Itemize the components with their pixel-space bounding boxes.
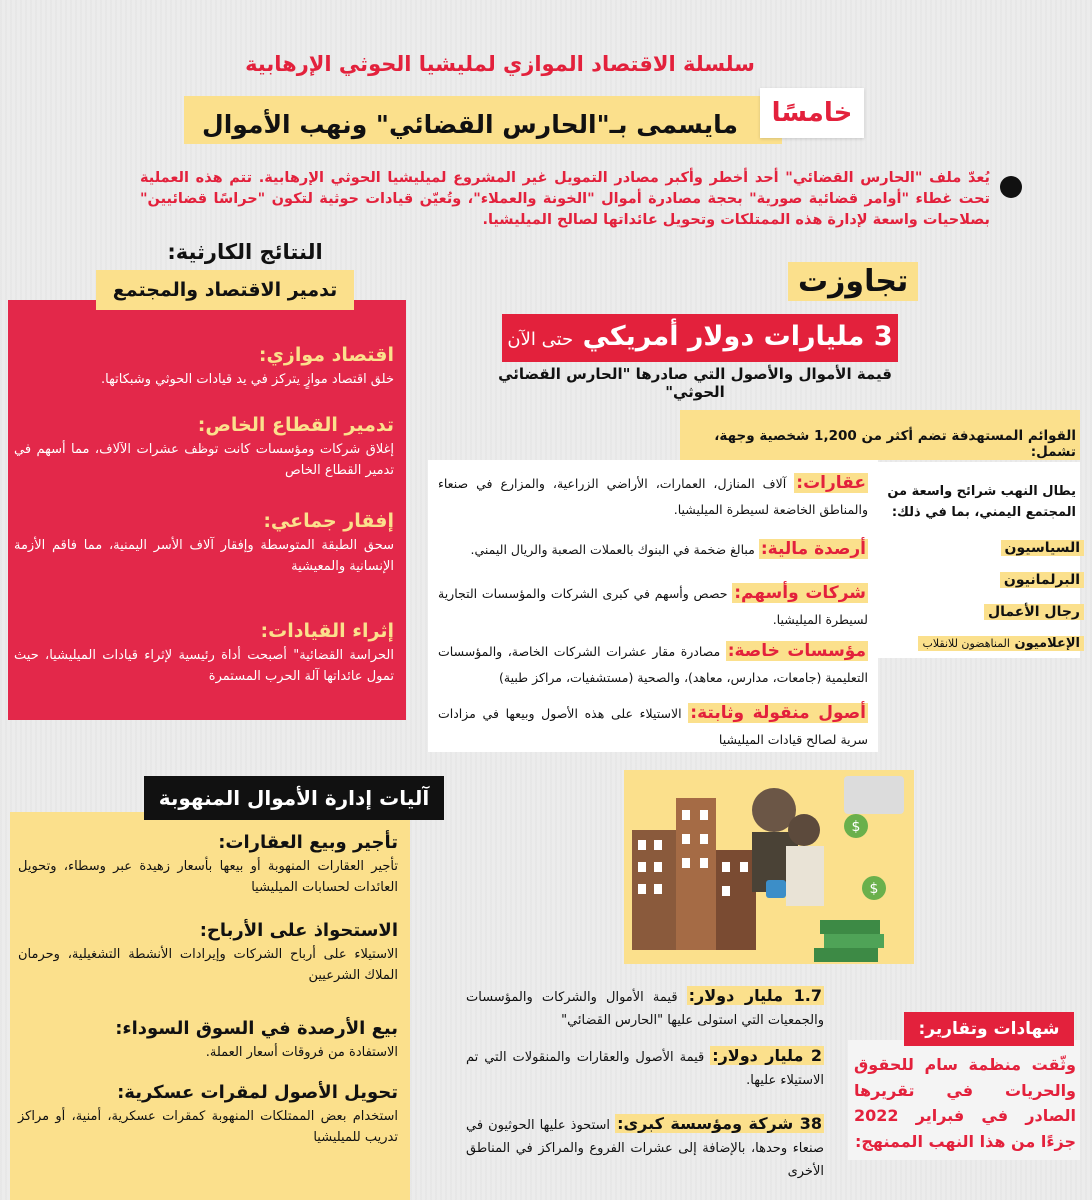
amount-description: قيمة الأموال والأصول التي صادرها "الحارس القضائي الحوثي" xyxy=(498,365,892,401)
result-text: إغلاق شركات ومؤسسات كانت توظف عشرات الآلاف، مما أسهم في تدمير القطاع الخاص xyxy=(14,442,394,478)
stat-item xyxy=(466,1042,824,1093)
target-lists-text: القوائم المستهدفة تضم أكثر من 1,200 شخصية وجهة، تشمل: xyxy=(714,428,1076,460)
mechanism-title: الاستحواذ على الأرباح: xyxy=(199,920,398,941)
asset-text: آلاف المنازل، العمارات، الأراضي الزراعية، والمزارع في صنعاء والمناطق الخاضعة لسيطرة الميليشيا. xyxy=(438,476,868,517)
part-title: مايسمى بـ"الحارس القضائي" ونهب الأموال xyxy=(202,110,738,139)
stat-label: 1.7 مليار دولار: xyxy=(688,986,822,1005)
result-item xyxy=(14,344,394,391)
stat-text: قيمة الأصول والعقارات والمنقولات التي تم الاستيلاء عليها. xyxy=(466,1050,824,1088)
testimony-text: وثّقت منظمة سام للحقوق والحريات في تقريرها الصادر في فبراير 2022 جزءًا من هذا النهب الممنهج: xyxy=(854,1055,1076,1151)
amount-value: 3 مليارات دولار أمريكي xyxy=(582,321,893,352)
result-title: إفقار جماعي: xyxy=(263,510,394,532)
targeted-group-media xyxy=(918,636,1084,651)
amount-suffix: حتى الآن xyxy=(507,329,574,350)
asset-text: حصص وأسهم في كبرى الشركات والمؤسسات التجارية لسيطرة الميليشيا. xyxy=(438,586,868,627)
results-heading: النتائج الكارثية: xyxy=(167,240,323,264)
mechanism-item xyxy=(18,832,398,899)
amount-banner xyxy=(502,314,898,362)
asset-text: الاستيلاء على هذه الأصول وبيعها في مزادات سرية لصالح قيادات الميليشيا xyxy=(438,706,868,747)
targeted-group: الإعلاميون xyxy=(1014,636,1080,651)
mechanism-text: استخدام بعض الممتلكات المنهوبة كمقرات عسكرية، أمنية، أو مراكز تدريب للميليشيا xyxy=(18,1109,398,1146)
targeted-group: رجال الأعمال xyxy=(984,604,1084,620)
mechanism-title: تأجير وبيع العقارات: xyxy=(218,832,398,853)
asset-item xyxy=(438,698,868,751)
asset-label: أصول منقولة وثابتة: xyxy=(690,703,866,723)
mechanism-item xyxy=(18,1082,398,1149)
targeted-group: السياسيون xyxy=(1001,540,1084,556)
stat-text: استحوذ عليها الحوثيون في صنعاء وحدها، بالإضافة إلى عشرات الفروع والمراكز في المناطق الأخرى xyxy=(466,1118,824,1179)
asset-label: عقارات: xyxy=(796,473,866,493)
asset-label: مؤسسات خاصة: xyxy=(727,641,866,661)
mechanisms-panel xyxy=(10,812,410,1200)
sanaa-buildings-money-illustration xyxy=(624,770,914,964)
svg-text:$: $ xyxy=(869,881,879,897)
asset-item xyxy=(438,578,868,631)
asset-text: مصادرة مقار عشرات الشركات الخاصة، والمؤسسات التعليمية (جامعات، مدارس، معاهد)، والصحية (مستشفيات، مراكز طبية) xyxy=(438,644,868,685)
asset-item xyxy=(438,468,868,521)
stat-label: 2 مليار دولار: xyxy=(712,1046,822,1065)
result-title: تدمير القطاع الخاص: xyxy=(197,414,394,436)
mechanism-text: الاستيلاء على أرباح الشركات وإيرادات الأنشطة التشغيلية، وحرمان الملاك الشرعيين xyxy=(18,947,398,984)
series-title: سلسلة الاقتصاد الموازي لمليشيا الحوثي الإرهابية xyxy=(245,52,755,76)
targeted-groups-intro: يطال النهب شرائح واسعة من المجتمع اليمني، بما في ذلك: xyxy=(887,484,1076,520)
targeted-group-suffix: المناهضون للانقلاب xyxy=(922,637,1010,650)
stat-text: قيمة الأموال والشركات والمؤسسات والجمعيات التي استولى عليها "الحارس القضائي" xyxy=(466,990,824,1028)
asset-label: شركات وأسهم: xyxy=(734,583,866,603)
mechanism-title: بيع الأرصدة في السوق السوداء: xyxy=(115,1018,398,1039)
result-item xyxy=(14,510,394,578)
results-panel xyxy=(8,300,406,720)
mechanism-item xyxy=(18,920,398,987)
mechanism-text: تأجير العقارات المنهوبة أو بيعها بأسعار زهيدة عبر وسطاء، وتحويل العائدات لحسابات الميليشيا xyxy=(18,859,398,896)
result-title: إثراء القيادات: xyxy=(260,620,394,642)
asset-item xyxy=(438,636,868,689)
result-text: سحق الطبقة المتوسطة وإفقار آلاف الأسر اليمنية، مما فاقم الأزمة الإنسانية والمعيشية xyxy=(14,538,394,574)
bullet-icon xyxy=(1000,176,1022,198)
targeted-group: البرلمانيون xyxy=(1000,572,1084,588)
asset-item xyxy=(438,534,868,565)
result-item xyxy=(14,414,394,482)
part-tag: خامسًا xyxy=(760,88,864,138)
asset-text: مبالغ ضخمة في البنوك بالعملات الصعبة والريال اليمني. xyxy=(470,542,755,557)
mechanism-title: تحويل الأصول لمقرات عسكرية: xyxy=(117,1082,398,1103)
stat-item xyxy=(466,1110,824,1184)
results-subheading: تدمير الاقتصاد والمجتمع xyxy=(112,279,338,301)
svg-text:$: $ xyxy=(851,819,861,835)
stat-label: 38 شركة ومؤسسة كبرى: xyxy=(617,1114,823,1133)
assets-panel xyxy=(428,460,878,752)
mechanism-text: الاستفادة من فروقات أسعار العملة. xyxy=(205,1045,398,1060)
result-text: الحراسة القضائية" أصبحت أداة رئيسية لإثراء قيادات الميليشيا، حيث تمول عائداتها آلة الحرب المستمرة xyxy=(14,648,394,684)
testimony-tag: شهادات وتقارير: xyxy=(904,1012,1074,1046)
illustration xyxy=(624,770,914,964)
result-title: اقتصاد موازي: xyxy=(258,344,394,366)
intro-paragraph: يُعدّ ملف "الحارس القضائي" أحد أخطر وأكبر مصادر التمويل غير المشروع لميليشيا الحوثي الإرهابية. تتم هذه العملية تحت غطاء "أوامر قضائية صورية" بحجة مصادرة أموال "الخونة والعملاء"، وتُعيّن قيادات حوثية لتكون "حراسًا قضائيين" بصلاحيات واسعة لإدارة هذه الممتلكات وتحويل عائداتها لصالح الميليشيا. xyxy=(140,170,990,229)
mechanisms-heading: آليات إدارة الأموال المنهوبة xyxy=(144,776,444,820)
result-text: خلق اقتصاد موازٍ يتركز في يد قيادات الحوثي وشبكاتها. xyxy=(101,372,394,387)
asset-label: أرصدة مالية: xyxy=(760,539,866,559)
exceed-label: تجاوزت xyxy=(788,262,918,301)
mechanism-item xyxy=(18,1018,398,1063)
stat-item xyxy=(466,982,824,1033)
result-item xyxy=(14,620,394,688)
